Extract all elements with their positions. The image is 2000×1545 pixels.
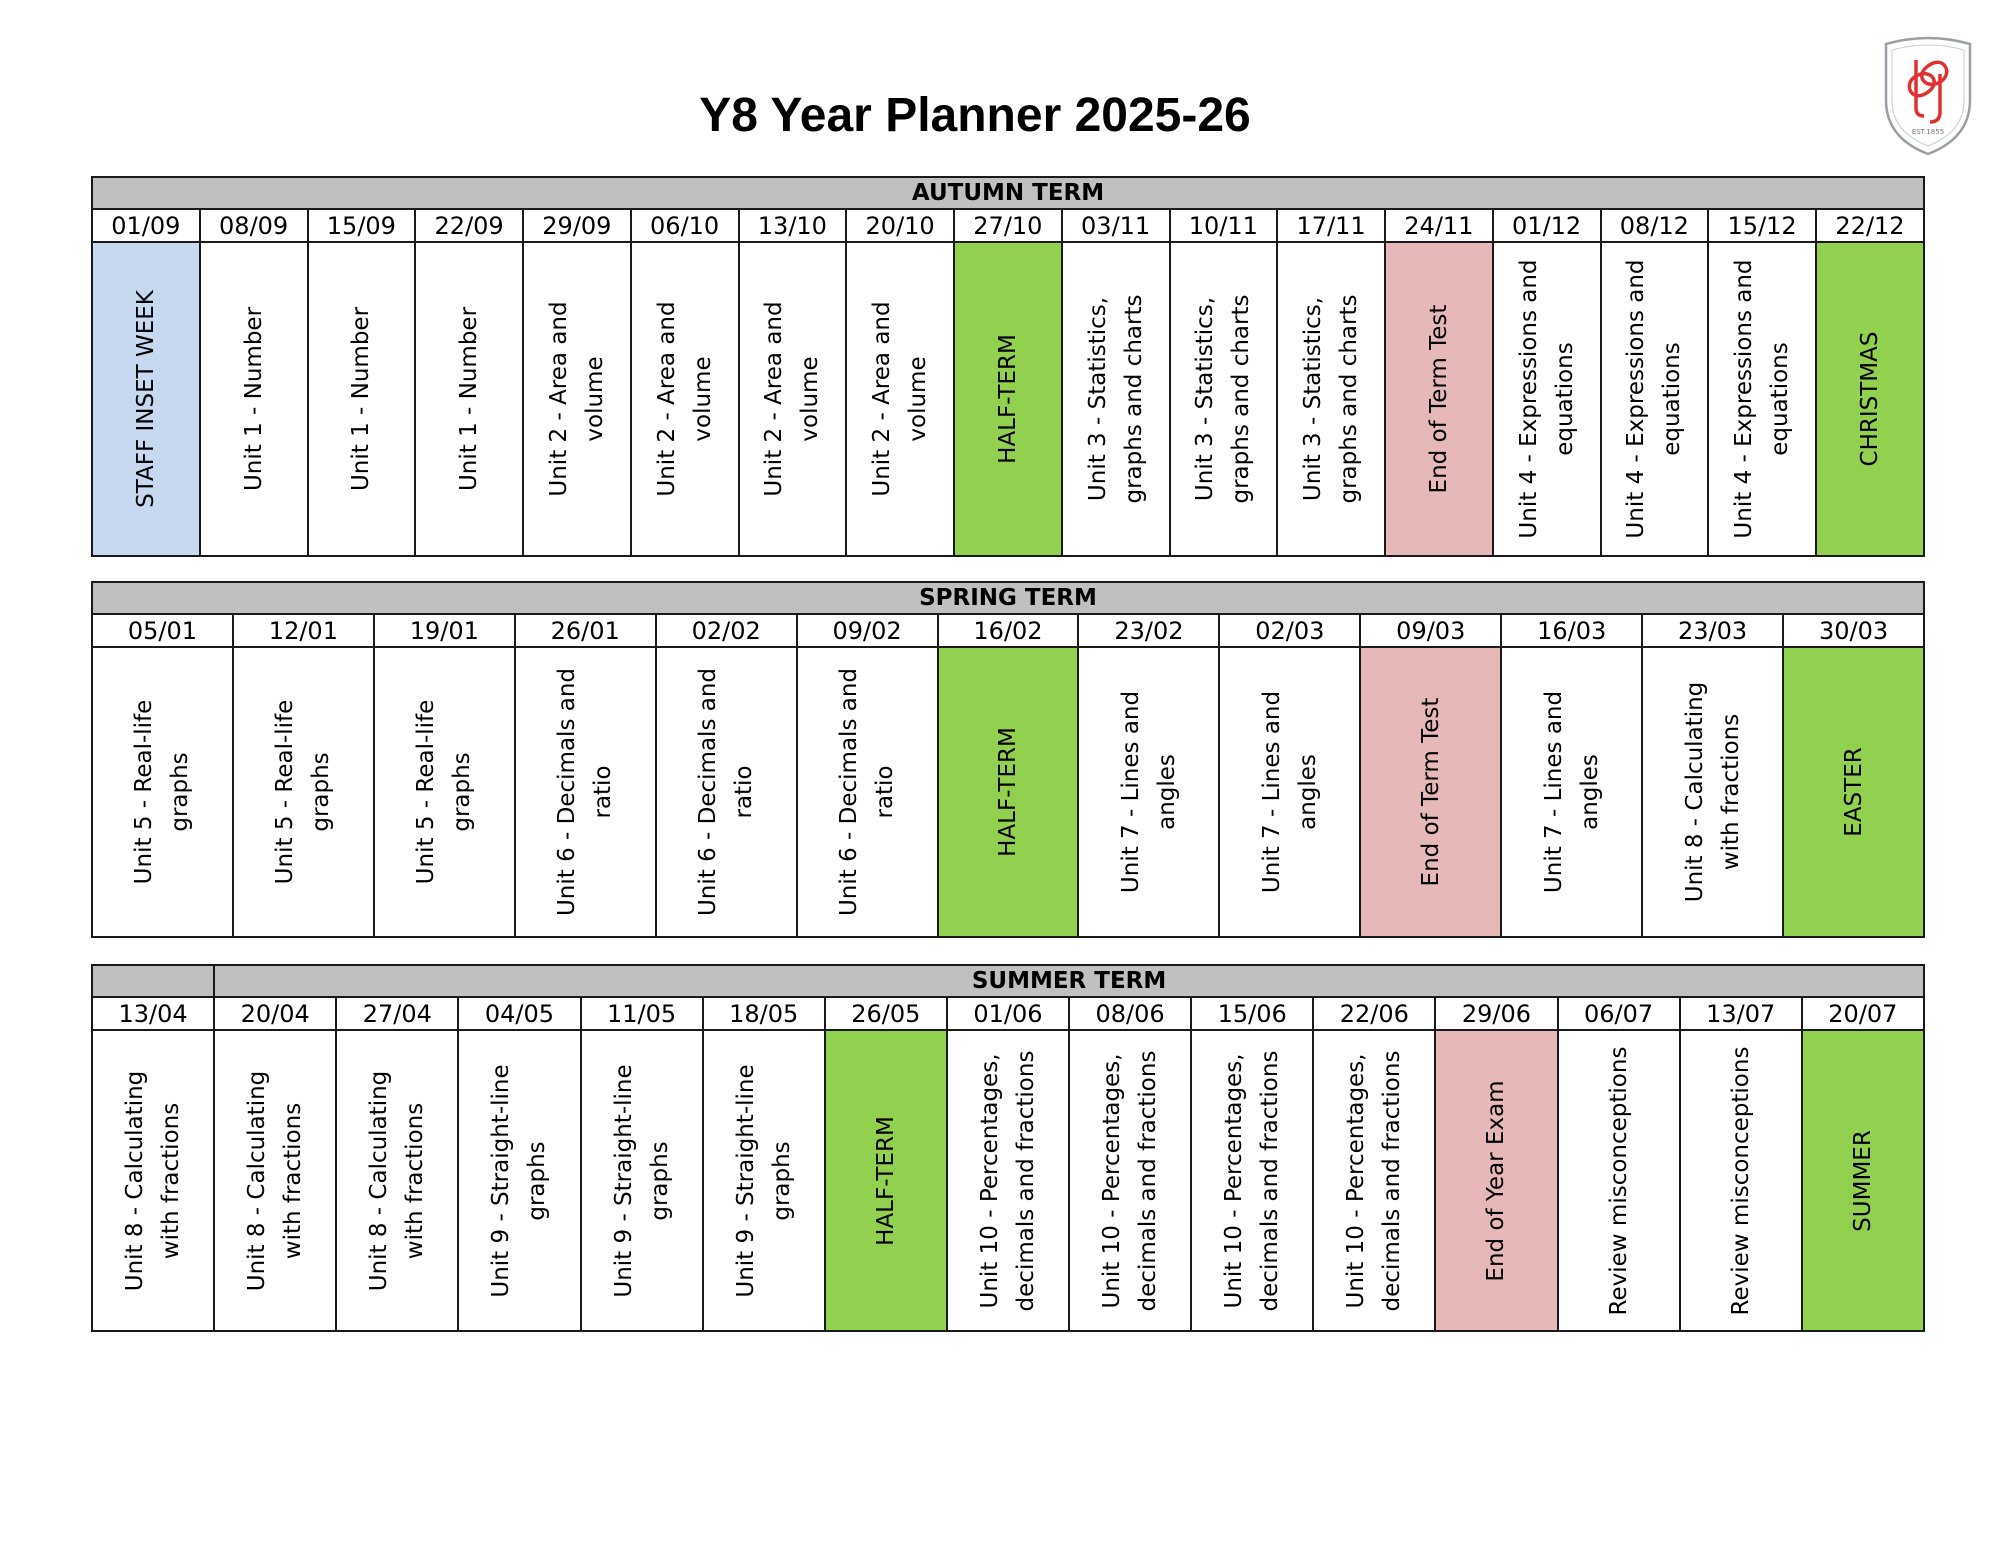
week-activity-label: Unit 2 - Area and volume xyxy=(545,301,608,497)
week-cell xyxy=(1069,1030,1191,1331)
week-cell xyxy=(1601,242,1709,556)
autumn-term-table xyxy=(91,176,1925,557)
week-activity-label: Unit 7 - Lines and angles xyxy=(1117,690,1180,894)
week-date: 02/03 xyxy=(1219,614,1360,647)
week-date: 12/01 xyxy=(233,614,374,647)
week-date: 26/01 xyxy=(515,614,656,647)
term-header-blank xyxy=(92,965,214,997)
week-cell xyxy=(458,1030,580,1331)
week-activity-label: Unit 10 - Percentages, decimals and fractions xyxy=(1221,1050,1284,1311)
week-activity-label: Review misconceptions xyxy=(1605,1046,1632,1315)
week-activity-label: Unit 8 - Calculating with fractions xyxy=(122,1070,185,1291)
week-date: 10/11 xyxy=(1170,209,1278,242)
week-cell xyxy=(308,242,416,556)
week-activity-label: HALF-TERM xyxy=(994,334,1021,464)
week-cell xyxy=(1277,242,1385,556)
week-date: 24/11 xyxy=(1385,209,1493,242)
week-activity-label: Unit 1 - Number xyxy=(456,306,483,492)
week-activity-label: Unit 1 - Number xyxy=(240,306,267,492)
week-activity-label: Unit 3 - Statistics, graphs and charts xyxy=(1300,294,1363,504)
week-cell xyxy=(1313,1030,1435,1331)
week-cell xyxy=(1493,242,1601,556)
week-activity-label: STAFF INSET WEEK xyxy=(132,290,159,508)
week-date: 16/03 xyxy=(1501,614,1642,647)
week-cell xyxy=(374,647,515,937)
week-activity-label: HALF-TERM xyxy=(994,727,1021,857)
week-cell xyxy=(1191,1030,1313,1331)
page-title: Y8 Year Planner 2025-26 xyxy=(699,89,1251,142)
autumn-term-header: AUTUMN TERM xyxy=(92,177,1924,209)
week-cell xyxy=(581,1030,703,1331)
week-date: 13/07 xyxy=(1680,997,1802,1030)
week-activity-label: Unit 2 - Area and volume xyxy=(761,301,824,497)
week-activity-label: Unit 5 - Real-life graphs xyxy=(413,699,476,885)
week-activity-label: Unit 10 - Percentages, decimals and fractions xyxy=(1343,1050,1406,1311)
week-date: 09/03 xyxy=(1360,614,1501,647)
week-date: 20/10 xyxy=(846,209,954,242)
week-date: 29/09 xyxy=(523,209,631,242)
week-activity-label: Unit 10 - Percentages, decimals and fractions xyxy=(976,1050,1039,1311)
week-date: 01/12 xyxy=(1493,209,1601,242)
week-date: 22/06 xyxy=(1313,997,1435,1030)
week-cell xyxy=(1558,1030,1680,1331)
week-cell xyxy=(1708,242,1816,556)
week-date: 18/05 xyxy=(703,997,825,1030)
week-cell xyxy=(1062,242,1170,556)
week-cell xyxy=(947,1030,1069,1331)
week-cell xyxy=(415,242,523,556)
week-date: 01/09 xyxy=(92,209,200,242)
week-cell xyxy=(938,647,1079,937)
week-activity-label: End of Term Test xyxy=(1417,697,1444,887)
week-date: 16/02 xyxy=(938,614,1079,647)
week-date: 30/03 xyxy=(1783,614,1924,647)
week-date: 19/01 xyxy=(374,614,515,647)
week-activity-label: Unit 9 - Straight-line graphs xyxy=(610,1063,673,1298)
week-activity-label: Unit 9 - Straight-line graphs xyxy=(488,1063,551,1298)
week-cell xyxy=(1219,647,1360,937)
week-date: 27/10 xyxy=(954,209,1062,242)
week-cell xyxy=(954,242,1062,556)
week-cell xyxy=(739,242,847,556)
week-activity-label: Unit 7 - Lines and angles xyxy=(1540,690,1603,894)
week-cell xyxy=(1078,647,1219,937)
week-cell xyxy=(92,647,233,937)
week-activity-label: Unit 2 - Area and volume xyxy=(653,301,716,497)
week-activity-label: Unit 10 - Percentages, decimals and fractions xyxy=(1099,1050,1162,1311)
week-activity-label: Unit 2 - Area and volume xyxy=(869,301,932,497)
week-activity-label: Unit 6 - Decimals and ratio xyxy=(836,667,899,917)
week-date: 08/09 xyxy=(200,209,308,242)
week-cell xyxy=(631,242,739,556)
week-cell xyxy=(200,242,308,556)
week-activity-label: HALF-TERM xyxy=(872,1115,899,1246)
week-date: 06/10 xyxy=(631,209,739,242)
week-date: 27/04 xyxy=(336,997,458,1030)
summer-term-table xyxy=(91,964,1925,1332)
week-activity-label: Unit 5 - Real-life graphs xyxy=(131,699,194,885)
week-date: 20/07 xyxy=(1802,997,1924,1030)
week-date: 22/09 xyxy=(415,209,523,242)
week-cell xyxy=(1501,647,1642,937)
week-activity-label: Unit 7 - Lines and angles xyxy=(1258,690,1321,894)
week-cell xyxy=(515,647,656,937)
week-date: 03/11 xyxy=(1062,209,1170,242)
week-activity-label: Unit 4 - Expressions and equations xyxy=(1515,259,1578,539)
week-date: 13/04 xyxy=(92,997,214,1030)
week-activity-label: Unit 8 - Calculating with fractions xyxy=(244,1070,307,1291)
week-date: 04/05 xyxy=(458,997,580,1030)
week-cell xyxy=(233,647,374,937)
week-activity-label: SUMMER xyxy=(1849,1129,1876,1232)
week-cell xyxy=(703,1030,825,1331)
week-cell xyxy=(1680,1030,1802,1331)
week-date: 15/12 xyxy=(1708,209,1816,242)
week-activity-label: EASTER xyxy=(1840,747,1867,837)
week-activity-label: CHRISTMAS xyxy=(1857,331,1883,467)
week-date: 23/02 xyxy=(1078,614,1219,647)
week-cell xyxy=(214,1030,336,1331)
week-activity-label: Unit 5 - Real-life graphs xyxy=(272,699,335,885)
spring-term-table xyxy=(91,581,1925,938)
week-cell xyxy=(92,1030,214,1331)
week-cell xyxy=(846,242,954,556)
svg-text:EST.1855: EST.1855 xyxy=(1911,128,1945,136)
week-activity-label: Unit 6 - Decimals and ratio xyxy=(554,667,617,917)
week-date: 15/06 xyxy=(1191,997,1313,1030)
week-activity-label: Unit 8 - Calculating with fractions xyxy=(366,1070,429,1291)
summer-term-header: SUMMER TERM xyxy=(214,965,1924,997)
week-date: 05/01 xyxy=(92,614,233,647)
week-cell xyxy=(336,1030,458,1331)
week-date: 11/05 xyxy=(581,997,703,1030)
week-date: 08/06 xyxy=(1069,997,1191,1030)
week-date: 08/12 xyxy=(1601,209,1709,242)
school-crest-logo xyxy=(1878,30,1978,158)
week-cell xyxy=(825,1030,947,1331)
week-activity-label: Unit 6 - Decimals and ratio xyxy=(695,667,758,917)
week-activity-label: Unit 8 - Calculating with fractions xyxy=(1681,681,1744,903)
week-activity-label: Review misconceptions xyxy=(1727,1046,1754,1315)
week-date: 02/02 xyxy=(656,614,797,647)
week-date: 06/07 xyxy=(1558,997,1680,1030)
week-cell xyxy=(1385,242,1493,556)
week-date: 13/10 xyxy=(739,209,847,242)
week-activity-label: Unit 1 - Number xyxy=(348,306,375,492)
week-date: 15/09 xyxy=(308,209,416,242)
week-date: 26/05 xyxy=(825,997,947,1030)
week-activity-label: End of Term Test xyxy=(1425,304,1452,494)
week-cell xyxy=(797,647,938,937)
week-cell xyxy=(1783,647,1924,937)
week-activity-label: End of Year Exam xyxy=(1483,1079,1510,1282)
week-activity-label: Unit 9 - Straight-line graphs xyxy=(732,1063,795,1298)
week-date: 22/12 xyxy=(1816,209,1924,242)
week-cell xyxy=(1816,242,1924,556)
week-date: 17/11 xyxy=(1277,209,1385,242)
week-cell xyxy=(1170,242,1278,556)
week-cell xyxy=(1360,647,1501,937)
week-date: 20/04 xyxy=(214,997,336,1030)
week-cell xyxy=(92,242,200,556)
spring-term-header: SPRING TERM xyxy=(92,582,1924,614)
week-date: 23/03 xyxy=(1642,614,1783,647)
week-cell xyxy=(656,647,797,937)
week-cell xyxy=(523,242,631,556)
week-cell xyxy=(1802,1030,1924,1331)
week-activity-label: Unit 3 - Statistics, graphs and charts xyxy=(1192,294,1255,504)
week-activity-label: Unit 3 - Statistics, graphs and charts xyxy=(1084,294,1147,504)
week-cell xyxy=(1435,1030,1557,1331)
week-cell xyxy=(1642,647,1783,937)
week-activity-label: Unit 4 - Expressions and equations xyxy=(1623,259,1686,539)
week-date: 09/02 xyxy=(797,614,938,647)
week-date: 01/06 xyxy=(947,997,1069,1030)
week-date: 29/06 xyxy=(1435,997,1557,1030)
week-activity-label: Unit 4 - Expressions and equations xyxy=(1731,259,1794,539)
